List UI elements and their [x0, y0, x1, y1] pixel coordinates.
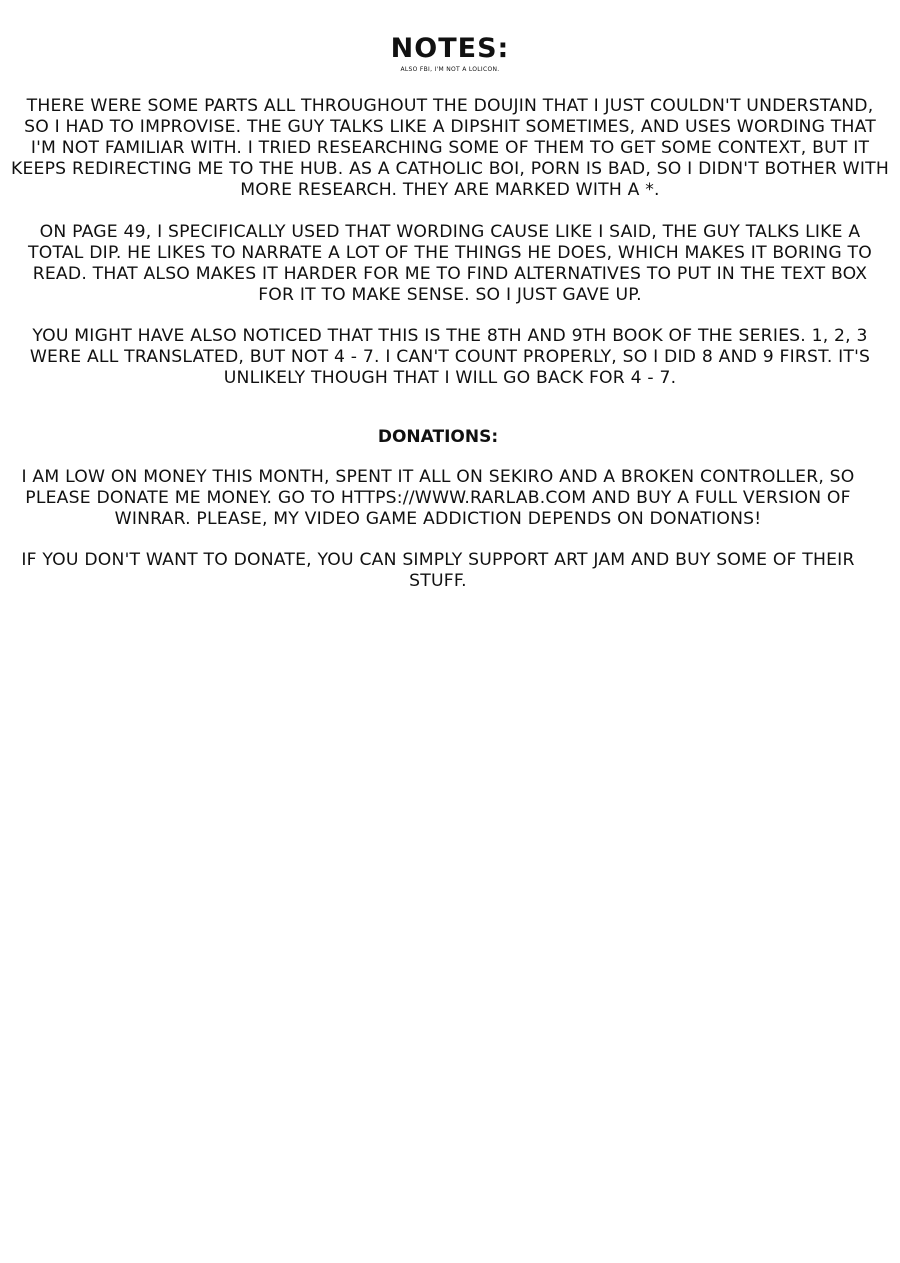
- paragraph-line: MORE RESEARCH. THEY ARE MARKED WITH A *.: [240, 180, 660, 200]
- donations-paragraph-1: [0, 467, 876, 530]
- paragraph-line: READ. THAT ALSO MAKES IT HARDER FOR ME TO FIND ALTERNATIVES TO PUT IN THE TEXT BOX: [32, 264, 868, 284]
- paragraph-line: THERE WERE SOME PARTS ALL THROUGHOUT THE DOUJIN THAT I JUST COULDN'T UNDERSTAND,: [26, 96, 874, 116]
- notes-paragraph-1: [10, 96, 890, 201]
- paragraph-line: WINRAR. PLEASE, MY VIDEO GAME ADDICTION DEPENDS ON DONATIONS!: [114, 509, 762, 529]
- paragraph-line: IF YOU DON'T WANT TO DONATE, YOU CAN SIMPLY SUPPORT ART JAM AND BUY SOME OF THEIR: [21, 550, 855, 570]
- paragraph-line: KEEPS REDIRECTING ME TO THE HUB. AS A CATHOLIC BOI, PORN IS BAD, SO I DIDN'T BOTHER WITH: [11, 159, 889, 179]
- donations-paragraph-2: [0, 550, 876, 592]
- paragraph-line: SO I HAD TO IMPROVISE. THE GUY TALKS LIKE A DIPSHIT SOMETIMES, AND USES WORDING THAT: [24, 117, 876, 137]
- paragraph-line: I'M NOT FAMILIAR WITH. I TRIED RESEARCHING SOME OF THEM TO GET SOME CONTEXT, BUT IT: [30, 138, 870, 158]
- notes-paragraph-3: [10, 326, 890, 389]
- paragraph-line: STUFF.: [409, 571, 467, 591]
- paragraph-line: YOU MIGHT HAVE ALSO NOTICED THAT THIS IS THE 8TH AND 9TH BOOK OF THE SERIES. 1, 2, 3: [32, 326, 868, 346]
- paragraph-line: WERE ALL TRANSLATED, BUT NOT 4 - 7. I CAN'T COUNT PROPERLY, SO I DID 8 AND 9 FIRST. IT'S: [29, 347, 871, 367]
- paragraph-line: FOR IT TO MAKE SENSE. SO I JUST GAVE UP.: [258, 285, 642, 305]
- paragraph-line: ON PAGE 49, I SPECIFICALLY USED THAT WORDING CAUSE LIKE I SAID, THE GUY TALKS LIKE A: [39, 222, 861, 242]
- paragraph-line: I AM LOW ON MONEY THIS MONTH, SPENT IT ALL ON SEKIRO AND A BROKEN CONTROLLER, SO: [21, 467, 855, 487]
- page-subtitle: ALSO FBI, I'M NOT A LOLICON.: [400, 66, 500, 73]
- paragraph-line: UNLIKELY THOUGH THAT I WILL GO BACK FOR 4 - 7.: [223, 368, 677, 388]
- notes-paragraph-2: [10, 222, 890, 306]
- paragraph-line: PLEASE DONATE ME MONEY. GO TO HTTPS://WWW.RARLAB.COM AND BUY A FULL VERSION OF: [25, 488, 851, 508]
- paragraph-line: TOTAL DIP. HE LIKES TO NARRATE A LOT OF THE THINGS HE DOES, WHICH MAKES IT BORING TO: [28, 243, 872, 263]
- donations-heading: DONATIONS:: [377, 427, 499, 447]
- page-title: NOTES:: [390, 33, 510, 64]
